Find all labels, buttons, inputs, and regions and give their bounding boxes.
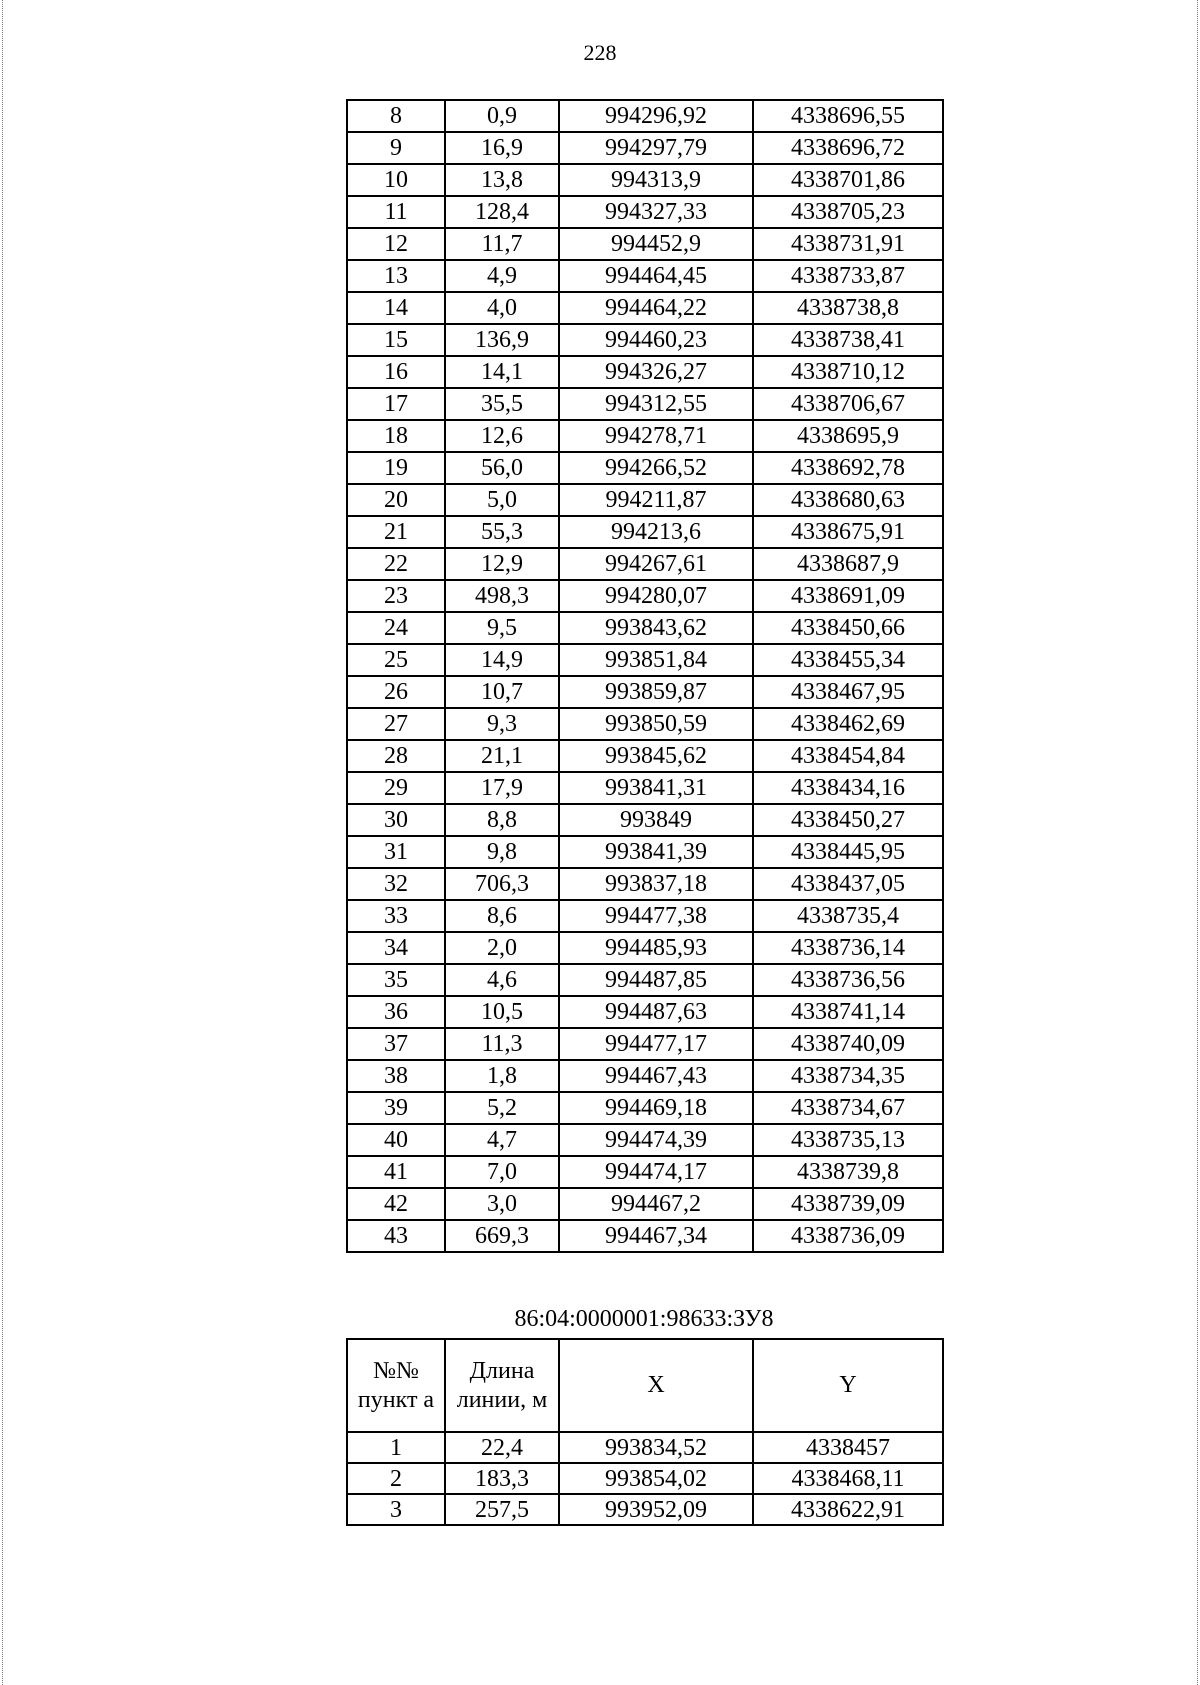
cell-point-number: 29 — [347, 772, 445, 804]
cell-y: 4338455,34 — [753, 644, 943, 676]
cell-line-length: 9,8 — [445, 836, 559, 868]
cell-point-number: 16 — [347, 356, 445, 388]
table-row — [347, 1494, 943, 1525]
header-point-number: №№ пункт а — [347, 1339, 445, 1432]
cell-line-length: 21,1 — [445, 740, 559, 772]
table-row — [347, 196, 943, 228]
cell-line-length: 3,0 — [445, 1188, 559, 1220]
table-row — [347, 868, 943, 900]
table-row — [347, 612, 943, 644]
cell-x: 993952,09 — [559, 1494, 753, 1525]
table-row — [347, 1124, 943, 1156]
cell-line-length: 11,3 — [445, 1028, 559, 1060]
table-row — [347, 804, 943, 836]
cell-y: 4338701,86 — [753, 164, 943, 196]
cell-y: 4338733,87 — [753, 260, 943, 292]
cell-line-length: 7,0 — [445, 1156, 559, 1188]
cell-point-number: 41 — [347, 1156, 445, 1188]
cell-y: 4338467,95 — [753, 676, 943, 708]
cell-x: 994487,85 — [559, 964, 753, 996]
cell-line-length: 8,8 — [445, 804, 559, 836]
cell-x: 994312,55 — [559, 388, 753, 420]
cell-line-length: 9,5 — [445, 612, 559, 644]
cell-y: 4338696,72 — [753, 132, 943, 164]
cell-point-number: 25 — [347, 644, 445, 676]
cell-x: 994469,18 — [559, 1092, 753, 1124]
cell-y: 4338691,09 — [753, 580, 943, 612]
cell-x: 993841,39 — [559, 836, 753, 868]
table-row — [347, 100, 943, 132]
cell-x: 993850,59 — [559, 708, 753, 740]
cell-point-number: 31 — [347, 836, 445, 868]
cell-line-length: 55,3 — [445, 516, 559, 548]
cell-x: 994464,45 — [559, 260, 753, 292]
cell-line-length: 22,4 — [445, 1432, 559, 1463]
cell-x: 994327,33 — [559, 196, 753, 228]
cell-y: 4338736,56 — [753, 964, 943, 996]
cell-x: 994313,9 — [559, 164, 753, 196]
table-row — [347, 388, 943, 420]
cell-y: 4338741,14 — [753, 996, 943, 1028]
cell-y: 4338706,67 — [753, 388, 943, 420]
cell-line-length: 4,9 — [445, 260, 559, 292]
cell-y: 4338731,91 — [753, 228, 943, 260]
cell-point-number: 37 — [347, 1028, 445, 1060]
cell-x: 994297,79 — [559, 132, 753, 164]
table-row — [347, 1156, 943, 1188]
cell-x: 994467,2 — [559, 1188, 753, 1220]
cell-point-number: 20 — [347, 484, 445, 516]
coordinates-table — [346, 99, 944, 1253]
zu8-table-body — [347, 1432, 943, 1525]
cell-point-number: 33 — [347, 900, 445, 932]
table-row — [347, 484, 943, 516]
table-row — [347, 324, 943, 356]
table-row — [347, 1463, 943, 1494]
cell-line-length: 5,2 — [445, 1092, 559, 1124]
table-row — [347, 132, 943, 164]
table-header-row — [347, 1339, 943, 1432]
cell-point-number: 35 — [347, 964, 445, 996]
cell-y: 4338695,9 — [753, 420, 943, 452]
cell-y: 4338450,27 — [753, 804, 943, 836]
cell-line-length: 9,3 — [445, 708, 559, 740]
cell-x: 993843,62 — [559, 612, 753, 644]
cell-y: 4338705,23 — [753, 196, 943, 228]
cell-x: 994485,93 — [559, 932, 753, 964]
cell-x: 994266,52 — [559, 452, 753, 484]
cell-point-number: 15 — [347, 324, 445, 356]
cell-point-number: 22 — [347, 548, 445, 580]
scan-left-edge — [2, 0, 6, 1685]
cell-y: 4338434,16 — [753, 772, 943, 804]
table-row — [347, 772, 943, 804]
cell-line-length: 669,3 — [445, 1220, 559, 1252]
cell-point-number: 36 — [347, 996, 445, 1028]
table-row — [347, 292, 943, 324]
cell-x: 994487,63 — [559, 996, 753, 1028]
cell-point-number: 18 — [347, 420, 445, 452]
table-row — [347, 164, 943, 196]
cell-line-length: 257,5 — [445, 1494, 559, 1525]
cell-x: 994467,34 — [559, 1220, 753, 1252]
cell-point-number: 9 — [347, 132, 445, 164]
cell-y: 4338445,95 — [753, 836, 943, 868]
cell-point-number: 3 — [347, 1494, 445, 1525]
cell-line-length: 12,6 — [445, 420, 559, 452]
cell-y: 4338687,9 — [753, 548, 943, 580]
cell-point-number: 17 — [347, 388, 445, 420]
cell-x: 994452,9 — [559, 228, 753, 260]
cell-x: 993851,84 — [559, 644, 753, 676]
table-row — [347, 1188, 943, 1220]
cell-point-number: 19 — [347, 452, 445, 484]
table-row — [347, 644, 943, 676]
cell-y: 4338738,41 — [753, 324, 943, 356]
cell-line-length: 4,7 — [445, 1124, 559, 1156]
cell-y: 4338710,12 — [753, 356, 943, 388]
cell-x: 994474,39 — [559, 1124, 753, 1156]
cell-x: 994326,27 — [559, 356, 753, 388]
zu8-coordinates-table — [346, 1338, 944, 1526]
cell-y: 4338468,11 — [753, 1463, 943, 1494]
cell-y: 4338622,91 — [753, 1494, 943, 1525]
table-row — [347, 356, 943, 388]
table-row — [347, 420, 943, 452]
cell-point-number: 2 — [347, 1463, 445, 1494]
cell-x: 994460,23 — [559, 324, 753, 356]
cell-line-length: 17,9 — [445, 772, 559, 804]
cell-point-number: 30 — [347, 804, 445, 836]
cell-point-number: 1 — [347, 1432, 445, 1463]
cell-x: 994296,92 — [559, 100, 753, 132]
cell-point-number: 23 — [347, 580, 445, 612]
cell-line-length: 11,7 — [445, 228, 559, 260]
table-row — [347, 740, 943, 772]
cell-x: 994211,87 — [559, 484, 753, 516]
cell-x: 993859,87 — [559, 676, 753, 708]
cell-y: 4338739,09 — [753, 1188, 943, 1220]
table-row — [347, 548, 943, 580]
cell-line-length: 12,9 — [445, 548, 559, 580]
cell-point-number: 43 — [347, 1220, 445, 1252]
table-row — [347, 1432, 943, 1463]
cell-y: 4338735,13 — [753, 1124, 943, 1156]
table-row — [347, 452, 943, 484]
cell-point-number: 13 — [347, 260, 445, 292]
table-row — [347, 996, 943, 1028]
cell-y: 4338437,05 — [753, 868, 943, 900]
header-y: Y — [753, 1339, 943, 1432]
table-row — [347, 1028, 943, 1060]
cell-x: 994467,43 — [559, 1060, 753, 1092]
scan-right-edge — [1194, 0, 1198, 1685]
table-row — [347, 228, 943, 260]
cell-y: 4338457 — [753, 1432, 943, 1463]
table-row — [347, 708, 943, 740]
cell-y: 4338454,84 — [753, 740, 943, 772]
cell-line-length: 4,6 — [445, 964, 559, 996]
table-row — [347, 260, 943, 292]
cell-point-number: 28 — [347, 740, 445, 772]
cell-line-length: 13,8 — [445, 164, 559, 196]
cell-y: 4338736,14 — [753, 932, 943, 964]
cell-x: 993834,52 — [559, 1432, 753, 1463]
table-row — [347, 900, 943, 932]
cell-y: 4338738,8 — [753, 292, 943, 324]
cell-line-length: 4,0 — [445, 292, 559, 324]
cell-point-number: 10 — [347, 164, 445, 196]
cell-line-length: 0,9 — [445, 100, 559, 132]
cell-x: 994474,17 — [559, 1156, 753, 1188]
cell-line-length: 498,3 — [445, 580, 559, 612]
cell-y: 4338680,63 — [753, 484, 943, 516]
cell-x: 993837,18 — [559, 868, 753, 900]
cell-x: 994464,22 — [559, 292, 753, 324]
table-row — [347, 932, 943, 964]
header-line-length: Длина линии, м — [445, 1339, 559, 1432]
cell-y: 4338734,35 — [753, 1060, 943, 1092]
header-x: X — [559, 1339, 753, 1432]
cell-line-length: 14,1 — [445, 356, 559, 388]
cell-line-length: 128,4 — [445, 196, 559, 228]
cell-y: 4338462,69 — [753, 708, 943, 740]
cell-x: 993854,02 — [559, 1463, 753, 1494]
section-title-zu8: 86:04:0000001:98633:ЗУ8 — [514, 1306, 774, 1332]
cell-y: 4338734,67 — [753, 1092, 943, 1124]
cell-point-number: 14 — [347, 292, 445, 324]
cell-line-length: 183,3 — [445, 1463, 559, 1494]
cell-line-length: 706,3 — [445, 868, 559, 900]
cell-x: 994213,6 — [559, 516, 753, 548]
cell-line-length: 10,5 — [445, 996, 559, 1028]
cell-line-length: 1,8 — [445, 1060, 559, 1092]
cell-y: 4338450,66 — [753, 612, 943, 644]
cell-x: 993849 — [559, 804, 753, 836]
cell-line-length: 10,7 — [445, 676, 559, 708]
cell-point-number: 11 — [347, 196, 445, 228]
cell-y: 4338736,09 — [753, 1220, 943, 1252]
cell-point-number: 32 — [347, 868, 445, 900]
table-row — [347, 676, 943, 708]
cell-point-number: 24 — [347, 612, 445, 644]
table-row — [347, 1220, 943, 1252]
cell-line-length: 14,9 — [445, 644, 559, 676]
cell-point-number: 27 — [347, 708, 445, 740]
cell-x: 993841,31 — [559, 772, 753, 804]
cell-x: 994477,17 — [559, 1028, 753, 1060]
cell-y: 4338696,55 — [753, 100, 943, 132]
table-row — [347, 1092, 943, 1124]
cell-point-number: 42 — [347, 1188, 445, 1220]
cell-point-number: 8 — [347, 100, 445, 132]
page-number: 228 — [583, 40, 617, 65]
cell-point-number: 39 — [347, 1092, 445, 1124]
cell-x: 993845,62 — [559, 740, 753, 772]
cell-line-length: 35,5 — [445, 388, 559, 420]
cell-point-number: 26 — [347, 676, 445, 708]
cell-y: 4338692,78 — [753, 452, 943, 484]
cell-line-length: 56,0 — [445, 452, 559, 484]
cell-line-length: 5,0 — [445, 484, 559, 516]
table-row — [347, 516, 943, 548]
cell-x: 994280,07 — [559, 580, 753, 612]
cell-line-length: 8,6 — [445, 900, 559, 932]
cell-point-number: 38 — [347, 1060, 445, 1092]
cell-line-length: 136,9 — [445, 324, 559, 356]
cell-line-length: 16,9 — [445, 132, 559, 164]
cell-y: 4338675,91 — [753, 516, 943, 548]
cell-line-length: 2,0 — [445, 932, 559, 964]
cell-x: 994278,71 — [559, 420, 753, 452]
cell-x: 994267,61 — [559, 548, 753, 580]
cell-x: 994477,38 — [559, 900, 753, 932]
cell-point-number: 21 — [347, 516, 445, 548]
cell-y: 4338735,4 — [753, 900, 943, 932]
table-row — [347, 836, 943, 868]
cell-point-number: 34 — [347, 932, 445, 964]
cell-point-number: 12 — [347, 228, 445, 260]
cell-y: 4338740,09 — [753, 1028, 943, 1060]
table-row — [347, 964, 943, 996]
table-row — [347, 1060, 943, 1092]
coordinates-table-body — [347, 100, 943, 1252]
table-row — [347, 580, 943, 612]
cell-point-number: 40 — [347, 1124, 445, 1156]
cell-y: 4338739,8 — [753, 1156, 943, 1188]
